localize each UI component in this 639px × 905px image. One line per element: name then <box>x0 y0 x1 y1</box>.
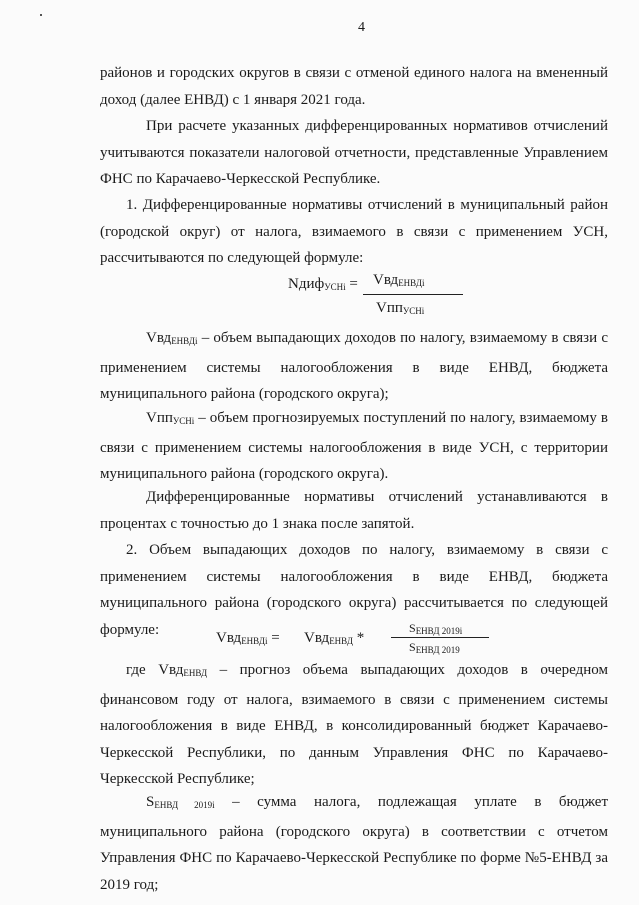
paragraph-7: 2. Объем выпадающих доходов по налогу, взимаемому в связи с применением системы налогообложения в виде ЕНВД, бюджета муниципального района (городского округа) рассчитывается по следующей формуле: <box>100 542 608 638</box>
paragraph-8: где Vвд$_{ЕНВД}$ – прогноз объема выпадающих доходов в очередном финансовом году от налога, взимаемого в связи с применением системы налогообложения в виде ЕНВД, в консолидированный бюджет Карачаево-Черкесской Республики, по данным Управления ФНС по Карачаево-Черкесской Республике; <box>100 662 608 787</box>
term-vpp-usni: Vпп$_{УСНi}$ <box>146 410 195 426</box>
formula-1-fraction-bar <box>363 294 463 295</box>
scan-speck <box>40 14 42 16</box>
paragraph-5: Vпп$_{УСНi}$ – объем прогнозируемых поступлений по налогу, взимаемому в связи с применением системы налогообложения в виде УСН, с территории муниципального района (городского округа). <box>100 410 608 482</box>
formula-2-fraction-bar <box>391 637 489 638</box>
page-number: 4 <box>358 20 365 35</box>
paragraph-1: районов и городских округов в связи с отменой единого налога на вмененный доход (далее ЕНВД) с 1 января 2021 года. <box>100 65 608 108</box>
formula-2-numerator: $S_{ЕНВД 2019i}$ <box>409 621 463 636</box>
formula-2-multiplier: Vвд$_{ЕНВД}$ * <box>304 630 365 646</box>
formula-2-denominator: $S_{ЕНВД 2019}$ <box>409 640 460 655</box>
formula-2-lhs: Vвд$_{ЕНВДi}$ = <box>216 630 280 646</box>
term-vvd-envdi: Vвд$_{ЕНВДi}$ <box>146 330 198 346</box>
term-s-envd-2019i: $S_{ЕНВД 2019i}$ <box>146 794 215 810</box>
formula-1-denominator: Vпп$_{УСНi}$ <box>376 300 425 316</box>
formula-1-lhs: Nдиф$_{УСНi}$ = <box>288 276 358 292</box>
paragraph-2: При расчете указанных дифференцированных нормативов отчислений учитываются показатели налоговой отчетности, представленные Управлением ФНС по Карачаево-Черкесской Республике. <box>100 118 608 187</box>
paragraph-4: Vвд$_{ЕНВДi}$ – объем выпадающих доходов по налогу, взимаемому в связи с применением системы налогообложения в виде ЕНВД, бюджета муниципального района (городского округа); <box>100 330 608 402</box>
paragraph-9: $S_{ЕНВД 2019i}$ – сумма налога, подлежащая уплате в бюджет муниципального района (городского округа) в соответствии с отчетом Управления ФНС по Карачаево-Черкесской Республике по форме №5-ЕНВД за 2019 год; <box>100 794 609 893</box>
formula-1 <box>288 272 425 316</box>
paragraph-3: 1. Дифференцированные нормативы отчислений в муниципальный район (городской округ) от налога, взимаемого в связи с применением УСН, рассчитываются по следующей формуле: <box>100 197 608 266</box>
paragraph-6: Дифференцированные нормативы отчислений устанавливаются в процентах с точностью до 1 знака после запятой. <box>100 489 608 532</box>
term-vvd-envd: Vвд$_{ЕНВД}$ <box>158 662 208 678</box>
formula-2 <box>216 620 536 660</box>
formula-1-numerator: Vвд$_{ЕНВДi}$ <box>373 272 425 288</box>
